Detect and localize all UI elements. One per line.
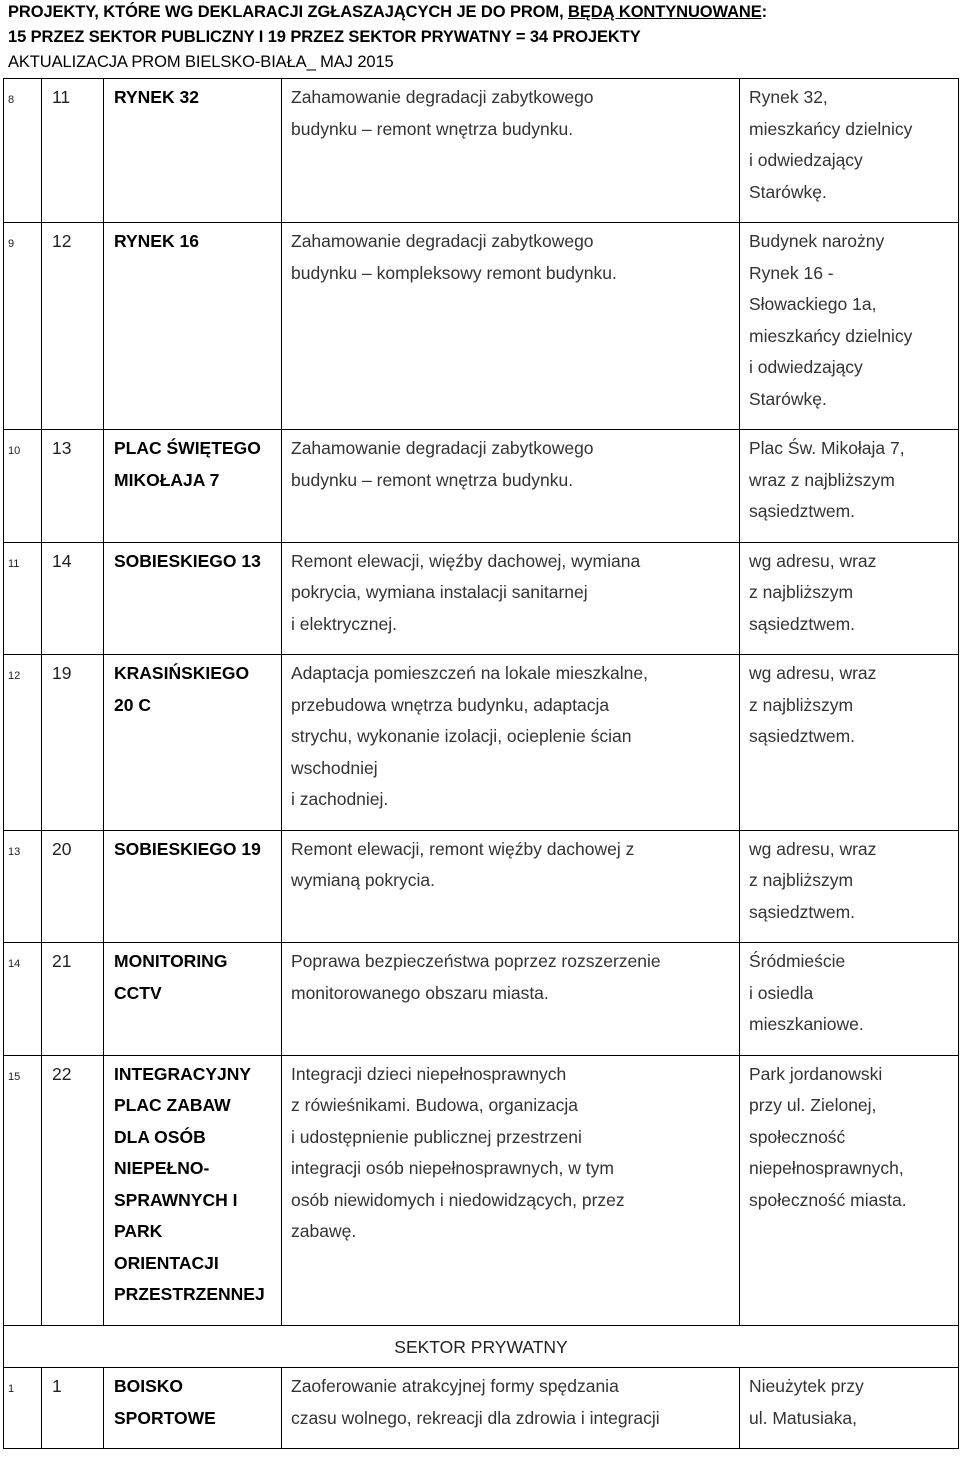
table-row [4,79,959,223]
project-number-text: 1 [52,1376,62,1396]
section-private-sector: SEKTOR PRYWATNY [4,1325,959,1368]
row-lp [4,1055,42,1325]
project-description [282,79,740,223]
section-row [4,1325,959,1368]
project-location [740,79,959,223]
project-description-text: Zahamowanie degradacji zabytkowego budynku – remont wnętrza budynku. [291,438,594,490]
project-description-text: Remont elewacji, więźby dachowej, wymiana pokrycia, wymiana instalacji sanitarnej i elektrycznej. [291,550,641,634]
project-description [282,430,740,543]
row-lp-text: 10 [8,445,21,457]
table-row [4,223,959,430]
table-row [4,1368,959,1449]
project-name [104,223,282,430]
project-location [740,655,959,831]
project-number-text: 14 [52,550,72,571]
project-description [282,1368,740,1449]
project-number [42,79,104,223]
table-row [4,830,959,943]
project-description-text: Poprawa bezpieczeństwa poprzez rozszerzenie monitorowanego obszaru miasta. [291,951,661,1003]
project-number-text: 19 [52,663,72,683]
project-description-text: Zahamowanie degradacji zabytkowego budynku – remont wnętrza budynku. [291,87,594,139]
project-location [740,542,959,655]
header-line-1-prefix: PROJEKTY, KTÓRE WG DEKLARACJI ZGŁASZAJĄCYCH JE DO PROM, [8,3,569,21]
project-name [104,1368,282,1449]
project-name-text: KRASIŃSKIEGO 20 C [114,663,250,715]
project-location [740,223,959,430]
project-number [42,830,104,943]
table-row [4,1055,959,1325]
project-location-text: Budynek narożny Rynek 16 - Słowackiego 1a, mieszkańcy dzielnicy i odwiedzający Starówkę. [749,231,913,409]
project-description [282,1055,740,1325]
table-row [4,430,959,543]
row-lp [4,223,42,430]
project-location [740,1368,959,1449]
table-row [4,943,959,1056]
row-lp [4,79,42,223]
project-location-text: Śródmieście i osiedla mieszkaniowe. [749,951,864,1034]
row-lp [4,542,42,655]
project-name [104,830,282,943]
project-number-text: 13 [52,438,72,458]
table-row [4,655,959,831]
project-number [42,1368,104,1449]
project-location-text: wg adresu, wraz z najbliższym sąsiedztwem. [749,838,877,922]
header-line-1-suffix: : [761,3,768,21]
project-number [42,542,104,655]
project-description-text: Zahamowanie degradacji zabytkowego budynku – kompleksowy remont budynku. [291,231,617,283]
project-name-text: RYNEK 16 [114,231,199,251]
project-name [104,430,282,543]
header-line-1 [8,0,958,25]
project-name-text: SOBIESKIEGO 13 [114,550,261,571]
project-number-text: 22 [52,1063,72,1084]
project-name [104,655,282,831]
header-line-3: AKTUALIZACJA PROM BIELSKO-BIAŁA_ MAJ 2015 [8,53,394,71]
project-number [42,943,104,1056]
project-number-text: 11 [52,87,71,107]
project-description-text: Integracji dzieci niepełnosprawnych z rówieśnikami. Budowa, organizacja i udostępnienie publicznej przestrzeni integracji osób niepełnosprawnych, w tym osób niewidomych i niedowidzących, przez zabawę. [291,1063,625,1241]
project-description [282,655,740,831]
project-number [42,223,104,430]
project-location-text: Nieużytek przy ul. Matusiaka, [749,1376,864,1428]
projects-table [3,78,959,1449]
project-name-text: INTEGRACYJNY PLAC ZABAW DLA OSÓB NIEPEŁNO- SPRAWNYCH I PARK ORIENTACJI PRZESTRZENNEJ [114,1063,265,1304]
row-lp-text: 12 [8,670,21,682]
project-description [282,542,740,655]
header-line-1-underlined: BĘDĄ KONTYNUOWANE [568,3,762,21]
project-name [104,1055,282,1325]
project-number-text: 21 [52,951,72,971]
project-location [740,830,959,943]
table-row [4,542,959,655]
project-number-text: 12 [52,231,72,251]
project-description [282,830,740,943]
row-lp-text: 15 [8,1070,21,1083]
row-lp [4,830,42,943]
header-line-2: 15 PRZEZ SEKTOR PUBLICZNY I 19 PRZEZ SEKTOR PRYWATNY = 34 PROJEKTY [8,28,641,46]
document-header [8,0,958,75]
projects-table-body [4,79,959,1449]
project-location-text: Park jordanowski przy ul. Zielonej, społeczność niepełnosprawnych, społeczność miasta. [749,1063,907,1210]
row-lp-text: 11 [8,557,20,570]
project-location [740,430,959,543]
project-name [104,79,282,223]
project-name-text: RYNEK 32 [114,87,199,107]
project-location-text: Rynek 32, mieszkańcy dzielnicy i odwiedzający Starówkę. [749,87,913,202]
row-lp [4,943,42,1056]
project-location [740,943,959,1056]
project-name-text: SOBIESKIEGO 19 [114,838,261,859]
project-location [740,1055,959,1325]
project-number [42,430,104,543]
row-lp-text: 14 [8,958,21,970]
project-description-text: Remont elewacji, remont więźby dachowej z wymianą pokrycia. [291,838,635,890]
project-name [104,943,282,1056]
row-lp-text: 8 [8,94,15,106]
project-number-text: 20 [52,838,72,859]
project-description [282,223,740,430]
project-name-text: BOISKO SPORTOWE [114,1376,216,1428]
project-location-text: Plac Św. Mikołaja 7, wraz z najbliższym sąsiedztwem. [749,438,905,521]
row-lp [4,430,42,543]
project-name-text: MONITORING CCTV [114,951,228,1003]
project-description-text: Zaoferowanie atrakcyjnej formy spędzania czasu wolnego, rekreacji dla zdrowia i integracji [291,1376,660,1428]
row-lp-text: 13 [8,845,21,858]
row-lp-text: 9 [8,238,15,250]
row-lp [4,655,42,831]
project-description [282,943,740,1056]
project-number [42,655,104,831]
row-lp-text: 1 [8,1383,15,1395]
project-name-text: PLAC ŚWIĘTEGO MIKOŁAJA 7 [114,438,261,490]
project-description-text: Adaptacja pomieszczeń na lokale mieszkalne, przebudowa wnętrza budynku, adaptacja strychu, wykonanie izolacji, ocieplenie ścian wschodniej i zachodniej. [291,663,648,809]
project-name [104,542,282,655]
project-number [42,1055,104,1325]
project-location-text: wg adresu, wraz z najbliższym sąsiedztwem. [749,550,877,634]
row-lp [4,1368,42,1449]
project-location-text: wg adresu, wraz z najbliższym sąsiedztwem. [749,663,877,746]
